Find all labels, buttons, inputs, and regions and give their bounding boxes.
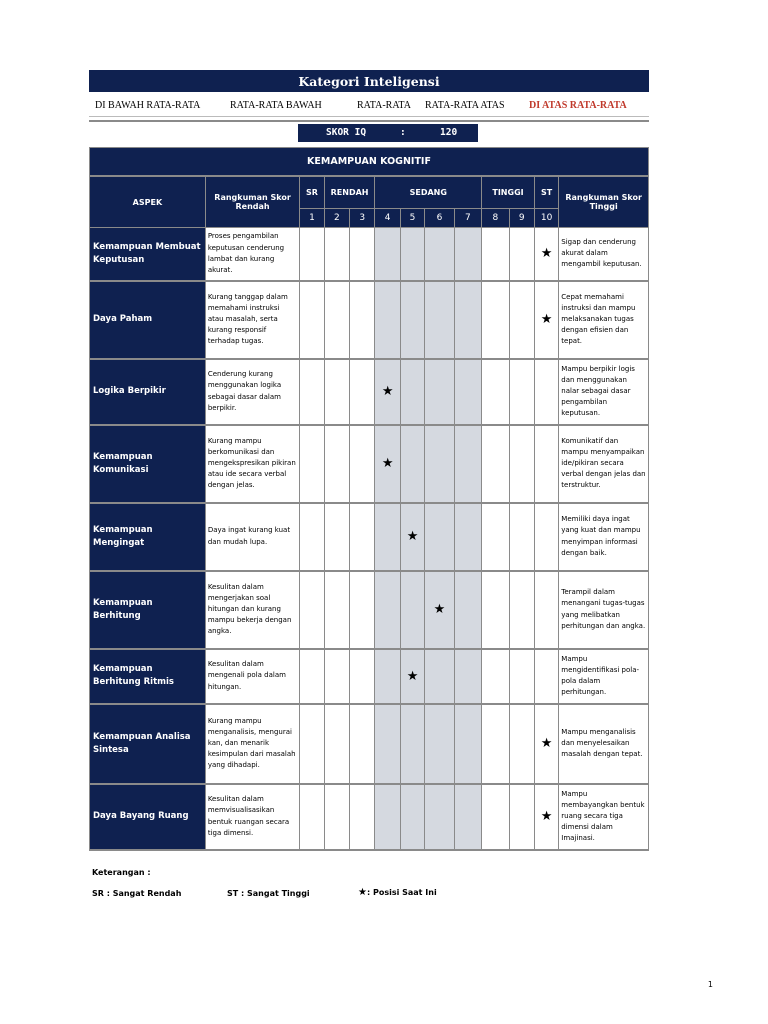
score-cell-6 bbox=[425, 784, 454, 850]
score-cell-1 bbox=[300, 503, 324, 571]
report-title: Kategori Inteligensi bbox=[89, 70, 649, 92]
score-cell-7 bbox=[454, 228, 481, 281]
score-cell-7 bbox=[454, 649, 481, 704]
score-value: 120 bbox=[440, 127, 458, 138]
star-icon: ★ bbox=[540, 246, 553, 262]
low-summary-text: Daya ingat kurang kuat dan mudah lupa. bbox=[205, 503, 299, 571]
category-above-average: DI ATAS RATA-RATA bbox=[529, 100, 627, 111]
score-cell-6 bbox=[425, 571, 454, 649]
category-low-average: RATA-RATA BAWAH bbox=[230, 100, 322, 111]
score-cell-5 bbox=[400, 228, 424, 281]
score-cell-4 bbox=[375, 784, 400, 850]
star-icon: ★ bbox=[406, 668, 419, 684]
score-cell-9 bbox=[509, 704, 534, 784]
score-cell-9 bbox=[509, 649, 534, 704]
legend-sr: SR : Sangat Rendah bbox=[92, 889, 182, 898]
score-cell-4 bbox=[375, 281, 400, 359]
low-summary-text: Proses pengambilan keputusan cenderung lambat dan kurang akurat. bbox=[205, 228, 299, 281]
score-cell-2 bbox=[324, 704, 349, 784]
high-summary-text: Komunikatif dan mampu menyampaikan ide/pikiran secara verbal dengan jelas dan terstruktur. bbox=[559, 425, 649, 503]
score-cell-7 bbox=[454, 704, 481, 784]
score-cell-4 bbox=[375, 571, 400, 649]
high-summary-text: Cepat memahami instruksi dan mampu melaksanakan tugas dengan efisien dan tepat. bbox=[559, 281, 649, 359]
category-below-average: DI BAWAH RATA-RATA bbox=[95, 100, 201, 111]
star-icon: ★ bbox=[540, 736, 553, 751]
rendah-header: RENDAH bbox=[324, 176, 375, 209]
sedang-header: SEDANG bbox=[375, 176, 482, 209]
sr-header: SR bbox=[300, 176, 324, 209]
high-summary-text: Mampu berpikir logis dan menggunakan nalar sebagai dasar pengambilan keputusan. bbox=[559, 359, 649, 425]
score-cell-3 bbox=[350, 704, 375, 784]
aspect-name: Kemampuan Berhitung Ritmis bbox=[90, 649, 206, 704]
score-col-7: 7 bbox=[454, 209, 481, 228]
tinggi-header: TINGGI bbox=[482, 176, 535, 209]
score-cell-5 bbox=[400, 649, 424, 704]
score-cell-2 bbox=[324, 649, 349, 704]
score-cell-9 bbox=[509, 425, 534, 503]
table-row bbox=[90, 228, 649, 281]
score-cell-8 bbox=[482, 228, 509, 281]
score-cell-5 bbox=[400, 704, 424, 784]
high-summary-text: Sigap dan cenderung akurat dalam mengambil keputusan. bbox=[559, 228, 649, 281]
score-cell-4 bbox=[375, 503, 400, 571]
low-summary-text: Kurang mampu berkomunikasi dan mengekspresikan pikiran atau ide secara verbal dengan jelas. bbox=[205, 425, 299, 503]
score-cell-4 bbox=[375, 425, 400, 503]
score-col-10: 10 bbox=[534, 209, 558, 228]
aspect-name: Kemampuan Mengingat bbox=[90, 503, 206, 571]
category-high-average: RATA-RATA ATAS bbox=[425, 100, 505, 111]
table-row bbox=[90, 784, 649, 850]
page-number: 1 bbox=[707, 980, 713, 989]
score-cell-5 bbox=[400, 784, 424, 850]
score-cell-1 bbox=[300, 359, 324, 425]
low-summary-text: Kurang tanggap dalam memahami instruksi atau masalah, serta kurang responsif terhadap tugas. bbox=[205, 281, 299, 359]
table-row bbox=[90, 359, 649, 425]
score-cell-4 bbox=[375, 649, 400, 704]
score-cell-5 bbox=[400, 281, 424, 359]
low-summary-text: Kesulitan dalam mengerjakan soal hitungan dan kurang mampu bekerja dengan angka. bbox=[205, 571, 299, 649]
score-col-9: 9 bbox=[509, 209, 534, 228]
aspek-header: ASPEK bbox=[90, 176, 206, 228]
score-cell-5 bbox=[400, 571, 424, 649]
section-title: KEMAMPUAN KOGNITIF bbox=[90, 148, 649, 177]
star-icon: ★ bbox=[540, 809, 553, 824]
score-cell-9 bbox=[509, 281, 534, 359]
score-cell-1 bbox=[300, 704, 324, 784]
score-cell-8 bbox=[482, 704, 509, 784]
table-row bbox=[90, 571, 649, 649]
aspect-name: Daya Paham bbox=[90, 281, 206, 359]
score-cell-2 bbox=[324, 425, 349, 503]
score-cell-7 bbox=[454, 425, 481, 503]
score-cell-6 bbox=[425, 425, 454, 503]
score-cell-4 bbox=[375, 359, 400, 425]
score-cell-10 bbox=[534, 704, 558, 784]
score-cell-5 bbox=[400, 425, 424, 503]
score-cell-7 bbox=[454, 281, 481, 359]
aspect-name: Daya Bayang Ruang bbox=[90, 784, 206, 850]
table-row bbox=[90, 503, 649, 571]
cognitive-table bbox=[89, 147, 649, 851]
low-summary-text: Kesulitan dalam memvisualisasikan bentuk ruangan secara tiga dimensi. bbox=[205, 784, 299, 850]
category-average: RATA-RATA bbox=[357, 100, 411, 111]
score-cell-1 bbox=[300, 228, 324, 281]
score-cell-1 bbox=[300, 649, 324, 704]
score-cell-8 bbox=[482, 503, 509, 571]
score-col-5: 5 bbox=[400, 209, 424, 228]
score-cell-6 bbox=[425, 359, 454, 425]
score-cell-10 bbox=[534, 359, 558, 425]
score-col-2: 2 bbox=[324, 209, 349, 228]
score-cell-3 bbox=[350, 228, 375, 281]
table-body bbox=[90, 228, 649, 850]
table-row bbox=[90, 649, 649, 704]
legend-st: ST : Sangat Tinggi bbox=[227, 889, 310, 898]
table-row bbox=[90, 281, 649, 359]
high-summary-text: Mampu menganalisis dan menyelesaikan masalah dengan tepat. bbox=[559, 704, 649, 784]
score-cell-2 bbox=[324, 784, 349, 850]
score-cell-3 bbox=[350, 281, 375, 359]
low-summary-header: Rangkuman Skor Rendah bbox=[205, 176, 299, 228]
score-cell-1 bbox=[300, 571, 324, 649]
score-cell-3 bbox=[350, 649, 375, 704]
score-cell-2 bbox=[324, 281, 349, 359]
score-cell-10 bbox=[534, 571, 558, 649]
star-icon: ★ bbox=[381, 456, 394, 471]
score-cell-9 bbox=[509, 228, 534, 281]
score-cell-10 bbox=[534, 649, 558, 704]
score-cell-10 bbox=[534, 784, 558, 850]
category-row bbox=[89, 92, 649, 122]
score-cell-10 bbox=[534, 503, 558, 571]
aspect-name: Kemampuan Komunikasi bbox=[90, 425, 206, 503]
high-summary-text: Mampu membayangkan bentuk ruang secara tiga dimensi dalam Imajinasi. bbox=[559, 784, 649, 850]
aspect-name: Kemampuan Berhitung bbox=[90, 571, 206, 649]
high-summary-text: Memiliki daya ingat yang kuat dan mampu menyimpan informasi dengan baik. bbox=[559, 503, 649, 571]
st-header: ST bbox=[534, 176, 558, 209]
score-cell-6 bbox=[425, 503, 454, 571]
low-summary-text: Cenderung kurang menggunakan logika sebagai dasar dalam berpikir. bbox=[205, 359, 299, 425]
legend-title: Keterangan : bbox=[92, 868, 151, 877]
star-icon: ★ bbox=[406, 529, 419, 544]
score-cell-1 bbox=[300, 784, 324, 850]
score-cell-6 bbox=[425, 649, 454, 704]
score-cell-5 bbox=[400, 359, 424, 425]
score-cell-9 bbox=[509, 503, 534, 571]
score-cell-9 bbox=[509, 784, 534, 850]
score-cell-3 bbox=[350, 425, 375, 503]
score-cell-6 bbox=[425, 281, 454, 359]
score-cell-3 bbox=[350, 571, 375, 649]
table-row bbox=[90, 425, 649, 503]
score-cell-3 bbox=[350, 503, 375, 571]
score-cell-7 bbox=[454, 359, 481, 425]
divider bbox=[89, 116, 649, 117]
score-cell-8 bbox=[482, 571, 509, 649]
score-cell-6 bbox=[425, 228, 454, 281]
aspect-name: Logika Berpikir bbox=[90, 359, 206, 425]
score-col-8: 8 bbox=[482, 209, 509, 228]
score-col-6: 6 bbox=[425, 209, 454, 228]
score-cell-3 bbox=[350, 359, 375, 425]
iq-score-box bbox=[298, 124, 478, 142]
score-col-3: 3 bbox=[350, 209, 375, 228]
score-cell-2 bbox=[324, 571, 349, 649]
legend-star bbox=[358, 887, 437, 898]
score-cell-8 bbox=[482, 649, 509, 704]
score-col-4: 4 bbox=[375, 209, 400, 228]
high-summary-header: Rangkuman Skor Tinggi bbox=[559, 176, 649, 228]
score-col-1: 1 bbox=[300, 209, 324, 228]
score-cell-6 bbox=[425, 704, 454, 784]
low-summary-text: Kurang mampu menganalisis, mengurai kan, dan menarik kesimpulan dari masalah yang dihadapi. bbox=[205, 704, 299, 784]
high-summary-text: Mampu mengidentifikasi pola-pola dalam perhitungan. bbox=[559, 649, 649, 704]
score-cell-9 bbox=[509, 571, 534, 649]
star-icon: ★ bbox=[358, 887, 367, 898]
score-cell-8 bbox=[482, 425, 509, 503]
score-cell-8 bbox=[482, 281, 509, 359]
high-summary-text: Terampil dalam menangani tugas-tugas yang melibatkan perhitungan dan angka. bbox=[559, 571, 649, 649]
aspect-name: Kemampuan Analisa Sintesa bbox=[90, 704, 206, 784]
star-icon: ★ bbox=[381, 384, 394, 399]
score-cell-5 bbox=[400, 503, 424, 571]
score-cell-7 bbox=[454, 571, 481, 649]
star-icon: ★ bbox=[540, 312, 553, 327]
score-cell-4 bbox=[375, 228, 400, 281]
score-label: SKOR IQ bbox=[326, 127, 367, 138]
score-cell-1 bbox=[300, 425, 324, 503]
score-separator: : bbox=[400, 127, 406, 138]
low-summary-text: Kesulitan dalam mengenali pola dalam hitungan. bbox=[205, 649, 299, 704]
score-cell-3 bbox=[350, 784, 375, 850]
score-cell-2 bbox=[324, 359, 349, 425]
score-cell-2 bbox=[324, 228, 349, 281]
score-cell-8 bbox=[482, 359, 509, 425]
score-cell-8 bbox=[482, 784, 509, 850]
score-cell-9 bbox=[509, 359, 534, 425]
score-cell-2 bbox=[324, 503, 349, 571]
star-icon: ★ bbox=[433, 602, 446, 617]
aspect-name: Kemampuan Membuat Keputusan bbox=[90, 228, 206, 281]
score-cell-7 bbox=[454, 503, 481, 571]
score-cell-10 bbox=[534, 281, 558, 359]
score-cell-7 bbox=[454, 784, 481, 850]
score-cell-4 bbox=[375, 704, 400, 784]
legend-star-label: : Posisi Saat Ini bbox=[366, 888, 437, 897]
score-cell-10 bbox=[534, 228, 558, 281]
table-row bbox=[90, 704, 649, 784]
score-cell-1 bbox=[300, 281, 324, 359]
score-cell-10 bbox=[534, 425, 558, 503]
